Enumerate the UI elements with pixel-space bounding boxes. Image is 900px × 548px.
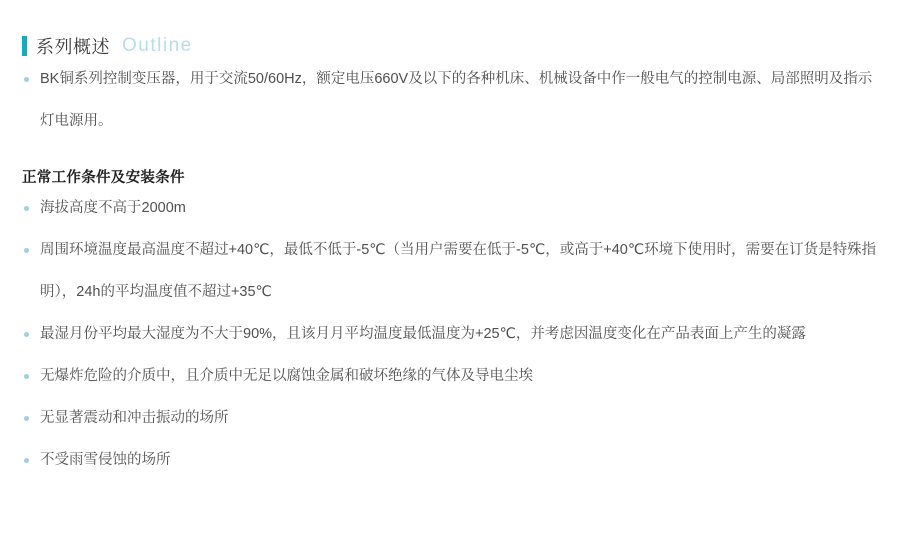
list-item [24, 313, 880, 355]
list-item [24, 355, 880, 397]
list-item [24, 397, 880, 439]
list-item [24, 187, 880, 229]
bullet-dot-icon [24, 248, 29, 253]
bullet-text: 周围环境温度最高温度不超过+40℃，最低不低于-5℃（当用户需要在低于-5℃，或高于+40℃环境下使用时，需要在订货是特殊指明），24h的平均温度值不超过+35℃ [40, 242, 877, 300]
conditions-bullet-list [22, 187, 880, 481]
list-item [24, 439, 880, 481]
bullet-dot-icon [24, 206, 29, 211]
bullet-text: 海拔高度不高于2000m [40, 200, 186, 216]
list-item [24, 58, 880, 142]
bullet-dot-icon [24, 458, 29, 463]
bullet-text: 最湿月份平均最大湿度为不大于90%，且该月月平均温度最低温度为+25℃，并考虑因温度变化在产品表面上产生的凝露 [40, 326, 806, 342]
list-item [24, 229, 880, 313]
section-title-cn: 系列概述 [36, 37, 110, 57]
title-accent-bar-icon [22, 36, 27, 56]
bullet-text: 无爆炸危险的介质中，且介质中无足以腐蚀金属和破坏绝缘的气体及导电尘埃 [40, 368, 533, 384]
bullet-dot-icon [24, 77, 29, 82]
section-title-en: Outline [122, 35, 193, 56]
intro-bullet-list [22, 58, 880, 142]
bullet-dot-icon [24, 416, 29, 421]
conditions-subheading: 正常工作条件及安装条件 [22, 170, 185, 186]
bullet-dot-icon [24, 332, 29, 337]
bullet-dot-icon [24, 374, 29, 379]
bullet-text: 不受雨雪侵蚀的场所 [40, 452, 171, 468]
bullet-text: 无显著震动和冲击振动的场所 [40, 410, 229, 426]
bullet-text: BK铜系列控制变压器，用于交流50/60Hz，额定电压660V及以下的各种机床、机械设备中作一般电气的控制电源、局部照明及指示灯电源用。 [40, 71, 873, 129]
section-title [22, 34, 880, 58]
